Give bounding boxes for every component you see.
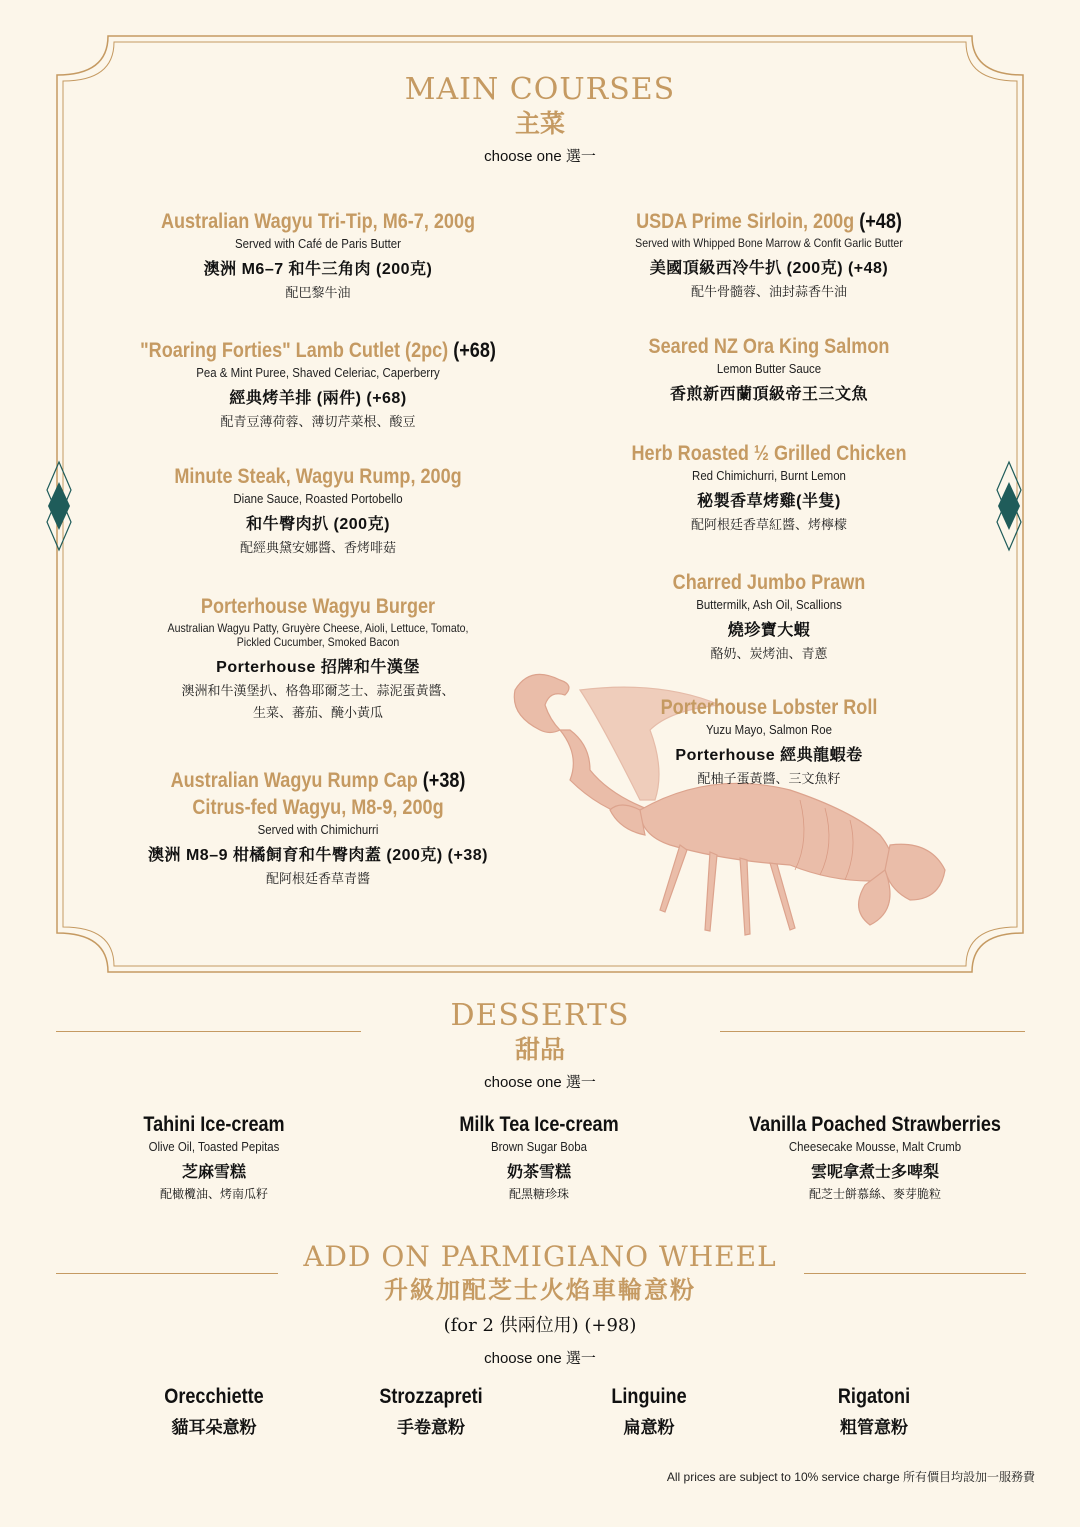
dish-description-cn: 配巴黎牛油 — [285, 285, 351, 300]
pasta-name-cn: 手卷意粉 — [397, 1418, 465, 1437]
dessert-tahini-ice-cream — [44, 1113, 384, 1202]
dish-name: "Roaring Forties" Lamb Cutlet (2pc) (+68) — [140, 339, 496, 362]
main-courses-title-cn: 主菜 — [514, 109, 565, 138]
pasta-rigatoni — [764, 1385, 984, 1438]
dessert-name: Milk Tea Ice-cream — [459, 1113, 619, 1136]
dessert-name: Vanilla Poached Strawberries — [749, 1113, 1001, 1136]
dish-name: Australian Wagyu Tri-Tip, M6-7, 200g — [160, 210, 476, 233]
pasta-name-cn: 粗管意粉 — [840, 1418, 908, 1437]
pasta-name: Strozzapreti — [379, 1385, 483, 1408]
dish-description-cn: 配阿根廷香草紅醬、烤檸檬 — [690, 517, 847, 532]
dish-name: Porterhouse Lobster Roll — [660, 696, 878, 719]
pasta-linguine — [539, 1385, 759, 1438]
desserts-title: DESSERTS — [450, 998, 630, 1033]
dish-description: Yuzu Mayo, Salmon Roe — [706, 722, 832, 737]
dish-name: USDA Prime Sirloin, 200g (+48) — [636, 210, 902, 233]
dish-description: Lemon Butter Sauce — [716, 361, 822, 376]
dish-name-cn: Porterhouse 經典龍蝦卷 — [675, 747, 863, 764]
pasta-name: Rigatoni — [837, 1385, 911, 1408]
dessert-vanilla-strawberries — [705, 1113, 1045, 1202]
dish-name-cn: Porterhouse 招牌和牛漢堡 — [216, 659, 420, 676]
dish-description-cn: 配青豆薄荷蓉、薄切芹菜根、酸豆 — [220, 414, 416, 429]
pasta-orecchiette — [104, 1385, 324, 1438]
dish-description-cn-line2: 生菜、蕃茄、醃小黃瓜 — [252, 705, 383, 720]
dish-description: Served with Chimichurri — [257, 822, 379, 837]
main-choose-note: choose one 選一 — [484, 148, 596, 165]
main-courses-title: MAIN COURSES — [404, 72, 676, 107]
dish-description-cn: 酪奶、炭烤油、青蔥 — [710, 646, 828, 661]
addon-title-cn: 升級加配芝士火焰車輪意粉 — [384, 1275, 696, 1304]
dessert-description-cn: 配芝士餅慕絲、麥芽脆粒 — [808, 1187, 941, 1201]
dessert-description-cn: 配橄欖油、烤南瓜籽 — [159, 1187, 268, 1201]
dish-usda-sirloin — [549, 210, 989, 300]
dish-jumbo-prawn — [549, 571, 989, 662]
dish-name-cn: 經典烤羊排 (兩件) (+68) — [229, 390, 407, 407]
dish-description: Australian Wagyu Patty, Gruyère Cheese, Aioli, Lettuce, Tomato, — [167, 621, 469, 635]
dish-roasted-chicken — [549, 442, 989, 533]
dessert-name-cn: 奶茶雪糕 — [506, 1164, 571, 1181]
pasta-strozzapreti — [321, 1385, 541, 1438]
desserts-choose-note: choose one 選一 — [484, 1074, 596, 1091]
dish-description-cn: 配柚子蛋黃醬、三文魚籽 — [697, 771, 841, 786]
dish-name-cn: 澳洲 M6–7 和牛三角肉 (200克) — [203, 261, 433, 278]
dessert-milk-tea-ice-cream — [369, 1113, 709, 1202]
dish-description-cn: 配牛骨髓蓉、油封蒜香牛油 — [690, 284, 847, 299]
pasta-name: Linguine — [611, 1385, 687, 1408]
dessert-description-cn: 配黑糖珍珠 — [508, 1187, 569, 1201]
dish-name-cn: 香煎新西蘭頂級帝王三文魚 — [669, 386, 868, 403]
dish-description: Red Chimichurri, Burnt Lemon — [692, 468, 846, 483]
dessert-description: Cheesecake Mousse, Malt Crumb — [788, 1139, 962, 1154]
dish-ora-king-salmon — [549, 335, 989, 404]
dish-lobster-roll — [549, 696, 989, 787]
desserts-title-cn: 甜品 — [514, 1035, 565, 1064]
pasta-name-cn: 貓耳朵意粉 — [171, 1418, 257, 1437]
dish-description: Served with Café de Paris Butter — [235, 236, 401, 251]
dessert-name: Tahini Ice-cream — [143, 1113, 285, 1136]
dessert-name-cn: 雲呢拿煮士多啤梨 — [810, 1164, 939, 1181]
dish-name: Seared NZ Ora King Salmon — [648, 335, 890, 358]
dish-lamb-cutlet — [98, 339, 538, 430]
dish-name-cn: 美國頂級西冷牛扒 (200克) (+48) — [649, 260, 889, 277]
dessert-description: Olive Oil, Toasted Pepitas — [148, 1139, 280, 1154]
pasta-name: Orecchiette — [164, 1385, 264, 1408]
dish-name-line2: Citrus-fed Wagyu, M8-9, 200g — [192, 796, 444, 819]
dish-description: Served with Whipped Bone Marrow & Confit Garlic Butter — [635, 236, 903, 250]
dish-name: Herb Roasted ½ Grilled Chicken — [631, 442, 907, 465]
addon-choose-note: choose one 選一 — [484, 1350, 596, 1367]
pasta-name-cn: 扁意粉 — [623, 1418, 675, 1437]
dish-description: Buttermilk, Ash Oil, Scallions — [696, 597, 842, 612]
dish-description: Diane Sauce, Roasted Portobello — [233, 491, 403, 506]
dish-name: Minute Steak, Wagyu Rump, 200g — [174, 465, 462, 488]
dish-description-cn: 配經典黛安娜醬、香烤啡菇 — [239, 540, 396, 555]
dish-name-cn: 和牛臀肉扒 (200克) — [246, 516, 390, 533]
right-diamond-ornament — [994, 460, 1024, 552]
dish-description-cn: 澳洲和牛漢堡扒、格魯耶爾芝士、蒜泥蛋黃醬、 — [181, 683, 455, 698]
dish-name-cn: 燒珍寶大蝦 — [727, 622, 811, 639]
dish-name: Porterhouse Wagyu Burger — [200, 595, 436, 618]
dish-name: Australian Wagyu Rump Cap (+38) — [170, 769, 466, 792]
dish-description-line2: Pickled Cucumber, Smoked Bacon — [236, 635, 400, 649]
dish-wagyu-tri-tip — [98, 210, 538, 301]
addon-title: ADD ON PARMIGIANO WHEEL — [303, 1240, 777, 1273]
dessert-name-cn: 芝麻雪糕 — [181, 1164, 246, 1181]
dish-description-cn: 配阿根廷香草青醬 — [265, 871, 370, 886]
dish-name-cn: 秘製香草烤雞(半隻) — [697, 493, 841, 510]
dish-wagyu-rump-cap — [98, 769, 538, 887]
dish-name-cn: 澳洲 M8–9 柑橘飼育和牛臀肉蓋 (200克) (+38) — [148, 847, 488, 864]
dish-name: Charred Jumbo Prawn — [672, 571, 866, 594]
dish-description: Pea & Mint Puree, Shaved Celeriac, Caperberry — [196, 365, 440, 380]
left-diamond-ornament — [44, 460, 74, 552]
addon-serving-note: (for 2 供兩位用) (+98) — [443, 1315, 637, 1336]
dish-minute-steak — [98, 465, 538, 556]
dish-wagyu-burger — [98, 595, 538, 721]
dessert-description: Brown Sugar Boba — [490, 1139, 588, 1154]
service-charge-note: All prices are subject to 10% service charge 所有價目均設加一服務費 — [666, 1470, 1035, 1484]
